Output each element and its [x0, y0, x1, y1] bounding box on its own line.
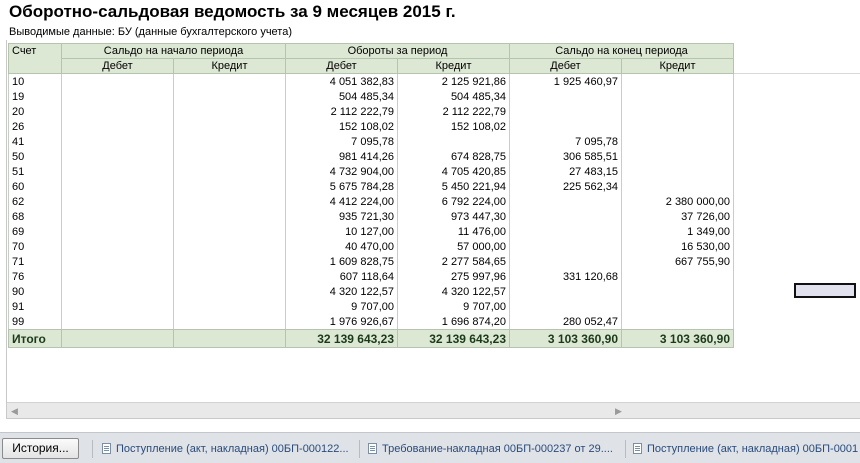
cell-closing-debit — [510, 254, 622, 269]
cell-opening-credit — [174, 164, 286, 179]
taskbar-item-label: Поступление (акт, накладная) 00БП-000122... — [116, 443, 349, 455]
taskbar-separator — [625, 440, 626, 458]
cell-account: 90 — [9, 284, 62, 299]
total-closing-debit: 3 103 360,90 — [510, 330, 622, 348]
cell-turnover-credit: 973 447,30 — [398, 209, 510, 224]
cell-opening-credit — [174, 284, 286, 299]
table-row[interactable] — [9, 314, 734, 330]
cell-opening-debit — [62, 314, 174, 330]
cell-turnover-debit: 9 707,00 — [286, 299, 398, 314]
cell-turnover-credit: 4 705 420,85 — [398, 164, 510, 179]
cell-closing-credit — [622, 89, 734, 104]
cell-opening-debit — [62, 254, 174, 269]
col-group-turnover[interactable]: Обороты за период — [286, 44, 510, 59]
col-header-turnover-debit[interactable]: Дебет — [286, 59, 398, 74]
cell-turnover-debit: 1 609 828,75 — [286, 254, 398, 269]
cell-turnover-debit: 4 412 224,00 — [286, 194, 398, 209]
cell-closing-debit: 331 120,68 — [510, 269, 622, 284]
cell-closing-credit: 2 380 000,00 — [622, 194, 734, 209]
cell-account: 26 — [9, 119, 62, 134]
taskbar-item-receipt-122[interactable] — [102, 441, 354, 459]
cell-turnover-credit: 275 997,96 — [398, 269, 510, 284]
cell-closing-credit — [622, 134, 734, 149]
cell-account: 70 — [9, 239, 62, 254]
taskbar-item-requisition-237[interactable] — [368, 441, 630, 459]
cell-account: 60 — [9, 179, 62, 194]
table-row[interactable] — [9, 209, 734, 224]
cell-opening-credit — [174, 269, 286, 284]
document-icon — [368, 443, 377, 454]
total-turnover-debit: 32 139 643,23 — [286, 330, 398, 348]
cell-turnover-debit: 1 976 926,67 — [286, 314, 398, 330]
cell-turnover-debit: 504 485,34 — [286, 89, 398, 104]
cell-closing-credit — [622, 149, 734, 164]
cell-account: 69 — [9, 224, 62, 239]
col-group-closing[interactable]: Сальдо на конец периода — [510, 44, 734, 59]
cell-opening-debit — [62, 179, 174, 194]
cell-turnover-credit: 11 476,00 — [398, 224, 510, 239]
cell-opening-debit — [62, 89, 174, 104]
scroll-right-arrow-icon[interactable]: ▶ — [615, 406, 622, 416]
cell-turnover-credit: 57 000,00 — [398, 239, 510, 254]
cell-opening-debit — [62, 194, 174, 209]
cell-turnover-debit: 10 127,00 — [286, 224, 398, 239]
cell-turnover-credit: 6 792 224,00 — [398, 194, 510, 209]
cell-opening-credit — [174, 74, 286, 90]
cell-closing-debit: 306 585,51 — [510, 149, 622, 164]
cell-opening-credit — [174, 224, 286, 239]
cell-account: 99 — [9, 314, 62, 330]
cell-opening-debit — [62, 104, 174, 119]
table-row[interactable] — [9, 194, 734, 209]
cell-opening-debit — [62, 239, 174, 254]
col-header-closing-credit[interactable]: Кредит — [622, 59, 734, 74]
cell-turnover-debit: 7 095,78 — [286, 134, 398, 149]
total-turnover-credit: 32 139 643,23 — [398, 330, 510, 348]
cell-opening-credit — [174, 314, 286, 330]
history-button[interactable]: История... — [2, 438, 79, 459]
cell-opening-credit — [174, 134, 286, 149]
cell-account: 41 — [9, 134, 62, 149]
table-row[interactable] — [9, 284, 734, 299]
cell-opening-credit — [174, 149, 286, 164]
table-row[interactable] — [9, 104, 734, 119]
table-row[interactable] — [9, 74, 734, 90]
table-row[interactable] — [9, 224, 734, 239]
taskbar-separator — [359, 440, 360, 458]
cell-turnover-credit: 152 108,02 — [398, 119, 510, 134]
cell-closing-debit: 280 052,47 — [510, 314, 622, 330]
cell-account: 51 — [9, 164, 62, 179]
cell-opening-debit — [62, 74, 174, 90]
cell-opening-credit — [174, 179, 286, 194]
cell-turnover-credit: 504 485,34 — [398, 89, 510, 104]
cell-closing-debit — [510, 284, 622, 299]
cell-opening-credit — [174, 239, 286, 254]
cell-account: 68 — [9, 209, 62, 224]
col-header-turnover-credit[interactable]: Кредит — [398, 59, 510, 74]
table-row[interactable] — [9, 239, 734, 254]
cell-closing-debit — [510, 299, 622, 314]
taskbar-separator — [92, 440, 93, 458]
cell-closing-debit: 27 483,15 — [510, 164, 622, 179]
horizontal-scrollbar[interactable] — [7, 402, 860, 419]
table-row[interactable] — [9, 254, 734, 269]
cell-opening-debit — [62, 134, 174, 149]
col-group-opening[interactable]: Сальдо на начало периода — [62, 44, 286, 59]
col-header-opening-debit[interactable]: Дебет — [62, 59, 174, 74]
window-taskbar — [0, 432, 860, 463]
cell-opening-debit — [62, 269, 174, 284]
cell-opening-credit — [174, 194, 286, 209]
cell-turnover-credit: 2 277 584,65 — [398, 254, 510, 269]
cell-opening-credit — [174, 209, 286, 224]
table-row[interactable] — [9, 179, 734, 194]
cell-turnover-credit: 5 450 221,94 — [398, 179, 510, 194]
cell-opening-debit — [62, 119, 174, 134]
taskbar-item-label: Поступление (акт, накладная) 00БП-0001 — [647, 443, 859, 455]
cell-turnover-debit: 5 675 784,28 — [286, 179, 398, 194]
cell-closing-credit — [622, 269, 734, 284]
total-row[interactable] — [9, 330, 734, 348]
cell-account: 76 — [9, 269, 62, 284]
cell-turnover-credit: 2 125 921,86 — [398, 74, 510, 90]
table-row[interactable] — [9, 149, 734, 164]
report-title: Оборотно-сальдовая ведомость за 9 месяцев 2015 г. — [9, 2, 456, 21]
col-header-account[interactable]: Счет — [9, 44, 62, 74]
cell-turnover-debit: 4 320 122,57 — [286, 284, 398, 299]
cell-closing-debit — [510, 239, 622, 254]
cell-closing-credit: 1 349,00 — [622, 224, 734, 239]
cell-turnover-debit: 2 112 222,79 — [286, 104, 398, 119]
cell-account: 20 — [9, 104, 62, 119]
report-subtitle: Выводимые данные: БУ (данные бухгалтерского учета) — [9, 26, 292, 38]
cell-turnover-debit: 935 721,30 — [286, 209, 398, 224]
cell-opening-credit — [174, 104, 286, 119]
cell-opening-debit — [62, 224, 174, 239]
cell-closing-debit — [510, 209, 622, 224]
total-closing-credit: 3 103 360,90 — [622, 330, 734, 348]
cell-turnover-credit: 1 696 874,20 — [398, 314, 510, 330]
cell-closing-debit: 225 562,34 — [510, 179, 622, 194]
taskbar-item-receipt-0001[interactable] — [633, 441, 860, 459]
cell-closing-credit — [622, 164, 734, 179]
cell-turnover-debit: 607 118,64 — [286, 269, 398, 284]
cell-opening-debit — [62, 284, 174, 299]
cell-opening-debit — [62, 299, 174, 314]
cell-turnover-credit: 2 112 222,79 — [398, 104, 510, 119]
table-row[interactable] — [9, 134, 734, 149]
cell-account: 91 — [9, 299, 62, 314]
cell-closing-credit: 16 530,00 — [622, 239, 734, 254]
cell-closing-debit: 7 095,78 — [510, 134, 622, 149]
cell-account: 19 — [9, 89, 62, 104]
cell-turnover-debit: 4 051 382,83 — [286, 74, 398, 90]
cell-turnover-credit: 9 707,00 — [398, 299, 510, 314]
cell-closing-credit — [622, 74, 734, 90]
cell-opening-credit — [174, 299, 286, 314]
cell-opening-credit — [174, 89, 286, 104]
cell-turnover-debit: 4 732 904,00 — [286, 164, 398, 179]
cell-closing-debit — [510, 119, 622, 134]
table-row[interactable] — [9, 164, 734, 179]
cell-opening-credit — [174, 254, 286, 269]
cell-closing-debit — [510, 224, 622, 239]
table-row[interactable] — [9, 89, 734, 104]
cell-closing-debit — [510, 104, 622, 119]
cell-closing-credit: 37 726,00 — [622, 209, 734, 224]
cell-turnover-debit: 981 414,26 — [286, 149, 398, 164]
cell-opening-credit — [174, 119, 286, 134]
sheet-border — [6, 40, 7, 418]
cell-closing-debit — [510, 194, 622, 209]
sheet-divider — [733, 73, 860, 74]
cell-turnover-debit: 40 470,00 — [286, 239, 398, 254]
document-icon — [633, 443, 642, 454]
table-row[interactable] — [9, 119, 734, 134]
cell-opening-debit — [62, 209, 174, 224]
sheet-border-bottom — [6, 418, 860, 419]
document-icon — [102, 443, 111, 454]
total-label: Итого — [9, 330, 62, 348]
total-opening-debit — [62, 330, 174, 348]
cell-opening-debit — [62, 164, 174, 179]
cell-turnover-debit: 152 108,02 — [286, 119, 398, 134]
cell-closing-credit — [622, 179, 734, 194]
cell-closing-credit — [622, 314, 734, 330]
table-row[interactable] — [9, 269, 734, 284]
cell-turnover-credit: 4 320 122,57 — [398, 284, 510, 299]
turnover-balance-table — [8, 43, 734, 348]
cell-opening-debit — [62, 149, 174, 164]
cell-turnover-credit: 674 828,75 — [398, 149, 510, 164]
cell-account: 50 — [9, 149, 62, 164]
cell-closing-credit: 667 755,90 — [622, 254, 734, 269]
cell-closing-debit — [510, 89, 622, 104]
col-header-opening-credit[interactable]: Кредит — [174, 59, 286, 74]
total-opening-credit — [174, 330, 286, 348]
col-header-closing-debit[interactable]: Дебет — [510, 59, 622, 74]
cell-closing-credit — [622, 284, 734, 299]
selected-cell-cursor[interactable] — [794, 283, 856, 298]
cell-closing-credit — [622, 119, 734, 134]
cell-closing-debit: 1 925 460,97 — [510, 74, 622, 90]
cell-account: 71 — [9, 254, 62, 269]
scroll-left-arrow-icon[interactable]: ◀ — [11, 406, 18, 416]
cell-closing-credit — [622, 104, 734, 119]
table-row[interactable] — [9, 299, 734, 314]
taskbar-item-label: Требование-накладная 00БП-000237 от 29.... — [382, 443, 613, 455]
cell-turnover-credit — [398, 134, 510, 149]
cell-closing-credit — [622, 299, 734, 314]
cell-account: 62 — [9, 194, 62, 209]
cell-account: 10 — [9, 74, 62, 90]
